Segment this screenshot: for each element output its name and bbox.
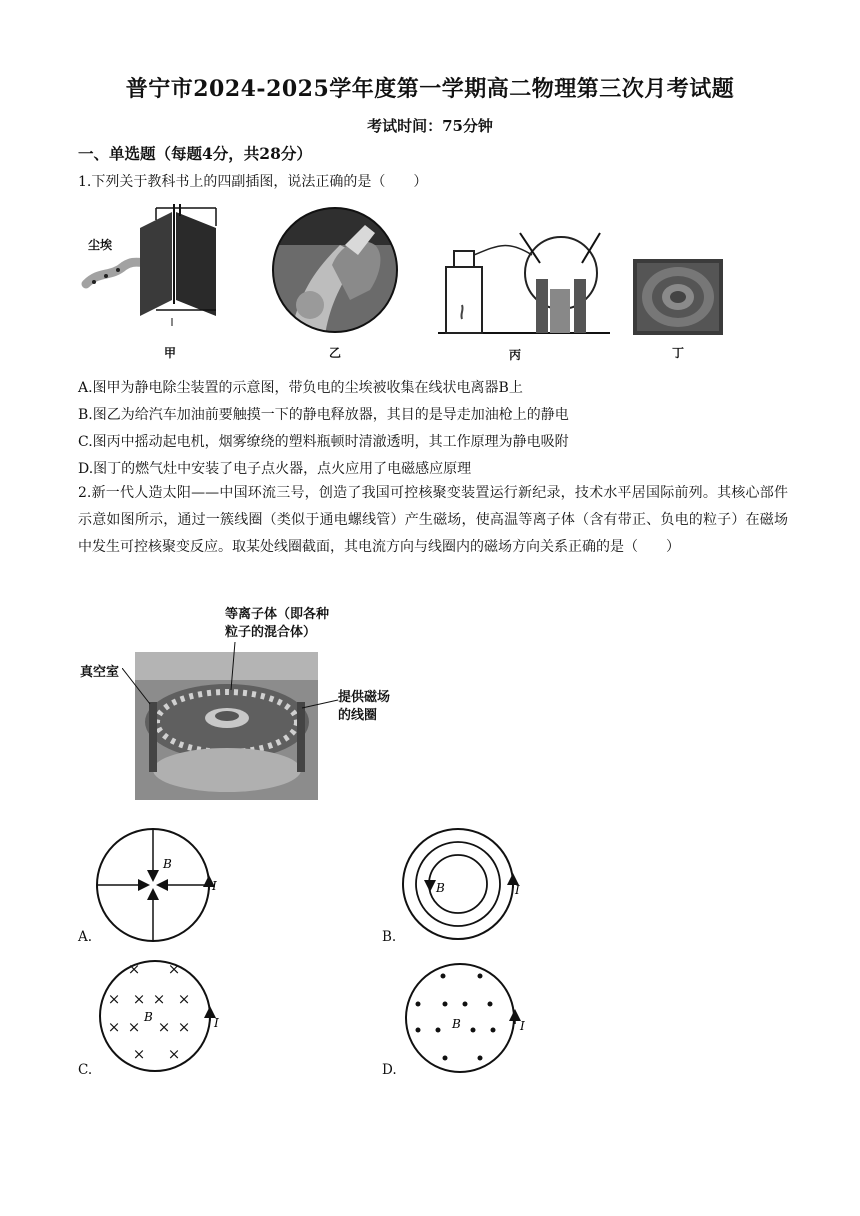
option-a-current-symbol: I [212, 879, 217, 893]
q1-figure-hand [270, 205, 400, 335]
q2-stem: 2.新一代人造太阳——中国环流三号，创造了我国可控核聚变装置运行新纪录，技术水平居国际前列。其核心部件示意如图所示，通过一簇线圈（类似于通电螺线管）产生磁场，使高温等离子体（含有带正、负电的粒子）在磁场中发生可控核聚变反应。取某处线圈截面，其电流方向与线圈内的磁场方向关系正确的是（ ） [78, 485, 788, 555]
svg-text:×: × [167, 960, 181, 978]
svg-text:×: × [157, 1018, 171, 1036]
svg-text:×: × [177, 1018, 191, 1036]
q2-option-b-diagram [396, 826, 531, 944]
q2-option-a-diagram [93, 824, 218, 944]
svg-text:×: × [132, 990, 146, 1008]
q1-figure-stove [633, 259, 723, 335]
plasma-label [225, 606, 329, 642]
coil-label-line1: 提供磁场 [338, 690, 391, 705]
option-a-label: A. [78, 929, 93, 945]
option-c-label: C. [78, 1062, 93, 1078]
svg-text:×: × [107, 990, 121, 1008]
section-heading: 一、单选题（每题4分，共28分） [78, 144, 312, 163]
option-d-current-symbol: I [520, 1019, 525, 1033]
option-c-field-symbol: B [144, 1010, 153, 1024]
q2-option-c-diagram [94, 959, 229, 1074]
figure-stove-label: 丁 [671, 346, 684, 360]
coil-label-line2: 的线圈 [338, 708, 378, 723]
svg-text:×: × [127, 1018, 141, 1036]
svg-text:×: × [107, 1018, 121, 1036]
q1-figure-bottle [438, 215, 610, 340]
option-b-label: B. [382, 929, 397, 945]
coil-label [338, 689, 390, 725]
svg-text:×: × [152, 990, 166, 1008]
svg-text:×: × [127, 960, 141, 978]
option-a-field-symbol: B [163, 857, 172, 871]
q1-option-d: D.图丁的燃气灶中安装了电子点火器，点火应用了电磁感应原理 [78, 461, 472, 477]
svg-text:×: × [177, 990, 191, 1008]
plasma-label-line1: 等离子体（即各种 [225, 607, 330, 622]
coil-pointer-line [300, 694, 340, 714]
q1-figure-plate [80, 200, 240, 330]
figure-bottle-label: 丙 [508, 348, 521, 362]
q1-option-a: A.图甲为静电除尘装置的示意图，带负电的尘埃被收集在线状电离器B上 [78, 380, 523, 396]
option-b-current-symbol: I [515, 883, 520, 897]
vacuum-pointer-line [122, 668, 152, 708]
plasma-pointer-line [225, 642, 245, 692]
q2-option-d-diagram [398, 962, 533, 1076]
svg-text:×: × [167, 1045, 181, 1063]
option-d-label: D. [382, 1062, 397, 1078]
vacuum-label: 真空室 [80, 665, 120, 680]
q1-option-c: C.图丙中摇动起电机，烟雾缭绕的塑料瓶顿时清澈透明，其工作原理为静电吸附 [78, 434, 569, 450]
figure-plate-label: 甲 [163, 346, 176, 360]
q1-stem: 1.下列关于教科书上的四副插图，说法正确的是（ ） [78, 174, 428, 190]
exam-time: 考试时间：75分钟 [367, 117, 493, 135]
option-b-field-symbol: B [436, 881, 445, 895]
option-c-current-symbol: I [214, 1016, 219, 1030]
dust-label: 尘埃 [88, 238, 113, 252]
figure-hand-label: 乙 [328, 346, 341, 360]
page-title: 普宁市2024-2025学年度第一学期高二物理第三次月考试题 [125, 76, 735, 102]
svg-text:×: × [132, 1045, 146, 1063]
plasma-label-line2: 粒子的混合体） [225, 625, 317, 640]
q1-option-b: B.图乙为给汽车加油前要触摸一下的静电释放器，其目的是导走加油枪上的静电 [78, 407, 569, 423]
option-d-field-symbol: B [452, 1017, 461, 1031]
